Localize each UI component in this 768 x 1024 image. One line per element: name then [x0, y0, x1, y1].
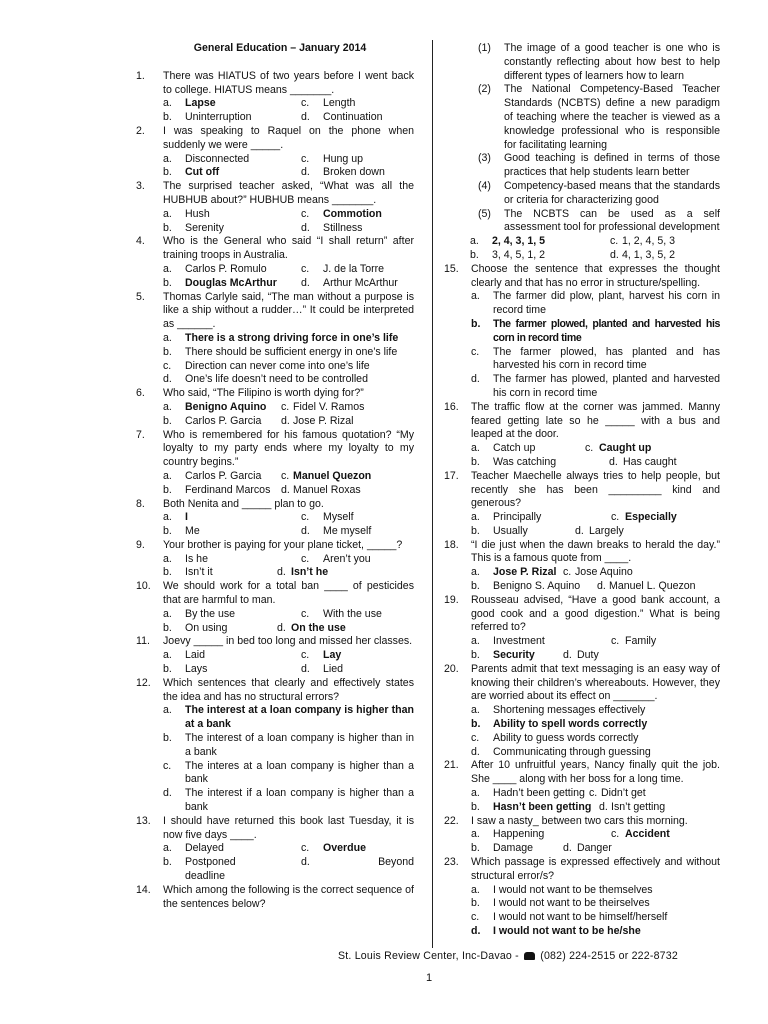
question-15: 15. Choose the sentence that expresses the thought clearly and that has no error in structure/spelling. [444, 262, 720, 289]
options-9: a. Is he c. Aren’t you b. Isn’t it d. Isn’t he [163, 553, 414, 581]
answer: There is a strong driving force in one’s life [185, 331, 399, 344]
question-13: 13. I should have returned this book last Tuesday, it is now five days ____. [136, 814, 414, 841]
question-20: 20. Parents admit that text messaging is an easy way of knowing their children’s whereabouts. However, they are worried about its effect on _______. [444, 662, 720, 703]
options-7: a. Carlos P. Garcia c. Manuel Quezon b. Ferdinand Marcos d. Manuel Roxas [163, 470, 414, 498]
answer: The farmer plowed, planted and harvested his corn in record time [493, 317, 720, 344]
options-19: a. Investment c. Family b. Security d. Duty [471, 635, 657, 662]
options-1: a. Lapse c. Length b. Uninterruption d. Continuation [163, 97, 383, 124]
answer: Lay [323, 649, 342, 662]
question-19: 19. Rousseau advised, “Have a good bank account, a good cook and a good digestion.” What is being referred to? [444, 593, 720, 634]
question-18: 18. “I die just when the dawn breaks to herald the day.” This is a famous quote from ____. [444, 538, 720, 565]
footer-center: St. Louis Review Center, Inc-Davao - [338, 950, 519, 962]
question-7: 7. Who is remembered for his famous quotation? “My loyalty to my party ends where my loyalty to my country begins.” [136, 428, 414, 469]
question-10: 10. We should work for a total ban ____ of pesticides that are harmful to man. [136, 580, 414, 607]
options-13: a. Delayed c. Overdue b. Postponed d. Beyond deadline [163, 842, 414, 883]
statement-5: (5) The NCBTS can be used as a self assessment tool for professional development [478, 207, 720, 234]
question-2: 2. I was speaking to Raquel on the phone when suddenly we were _____. [136, 124, 414, 151]
options-5: a. There is a strong driving force in one’s life b. There should be sufficient energy in one’s life c. Direction can never come into one’s life d. One’s life doesn’t need to be controlled [163, 332, 414, 387]
answer: I would not want to be he/she [493, 925, 641, 937]
options-3: a. Hush c. Commotion b. Serenity d. Stillness [163, 208, 414, 236]
answer: Accident [625, 828, 670, 841]
question-11: 11. Joevy _____ in bed too long and missed her classes. [136, 635, 413, 648]
answer: Commotion [323, 207, 382, 220]
question-6: 6. Who said, “The Filipino is worth dying for?” [136, 387, 364, 400]
options-8: a. I c. Myself b. Me d. Me myself [163, 511, 372, 538]
statement-3: (3) Good teaching is defined in terms of those practices that help students learn better [478, 152, 720, 179]
answer: Manuel Quezon [293, 469, 372, 482]
question-1: 1. There was HIATUS of two years before I went back to college. HIATUS means _______. [136, 69, 414, 96]
statement-2: (2) The National Competency-Based Teacher Standards (NCBTS) define a new paradigm of teaching where the teacher is viewed as a knowledge professional who is responsible for facilitating learning [478, 83, 720, 151]
options-15: a. The farmer did plow, plant, harvest his corn in record time b. The farmer plowed, planted and harvested his corn in record time c. The farmer plowed, has planted and has harvested his corn in record time d. The farmer has plowed, planted and harvested his corn in record time [471, 290, 720, 399]
answer: Douglas McArthur [185, 276, 277, 289]
options-10: a. By the use c. With the use b. On using d. On the use [163, 608, 414, 636]
question-12: 12. Which sentences that clearly and effectively states the idea and has no structural errors? [136, 676, 414, 703]
question-14: 14. Which among the following is the correct sequence of the sentences below? [136, 883, 414, 910]
question-5: 5. Thomas Carlyle said, “The man without a purpose is like a ship without a rudder…” It could be interpreted as ______. [136, 290, 414, 331]
question-22: 22. I saw a nasty_ between two cars this morning. [444, 814, 688, 827]
question-3: 3. The surprised teacher asked, “What was all the HUBHUB about?” HUBHUB means _______. [136, 180, 414, 206]
question-23: 23. Which passage is expressed effectively and without structural error/s? [444, 856, 720, 882]
options-4: a. Carlos P. Romulo c. J. de la Torre b. Douglas McArthur d. Arthur McArthur [163, 262, 398, 289]
left-column [136, 42, 414, 911]
page-number: 1 [426, 972, 433, 984]
answer: The interest at a loan company is higher than at a bank [185, 704, 414, 731]
question-8: 8. Both Nenita and _____ plan to go. [136, 497, 324, 510]
answer: I [185, 511, 188, 524]
options-18: a. Jose P. Rizal c. Jose Aquino b. Benigno S. Aquino d. Manuel L. Quezon [471, 566, 696, 593]
options-17: a. Principally c. Especially b. Usually d. Largely [471, 511, 720, 539]
question-21: 21. After 10 unfruitful years, Nancy finally quit the job. She ____ along with her boss for a long time. [444, 759, 720, 786]
options-23: a. I would not want to be themselves b. I would not want to be theirselves c. I would not want to be himself/herself d. I would not want to be he/she [471, 884, 720, 939]
answer: 2, 4, 3, 1, 5 [492, 235, 546, 248]
options-14: a. 2, 4, 3, 1, 5 c. 1, 2, 4, 5, 3 b. 3, 4, 5, 1, 2 d. 4, 1, 3, 5, 2 [470, 235, 676, 261]
answer: On the use [291, 621, 346, 634]
question-16: 16. The traffic flow at the corner was jammed. Manny feared getting late so he _____ with a bus and leaped at the door. [444, 400, 720, 441]
footer-phone: (082) 224-2515 or 222-8732 [540, 950, 678, 962]
question-17: 17. Teacher Maechelle always tries to help people, but recently she has been _________ kind and generous? [444, 469, 720, 510]
answer: Isn’t he [291, 566, 329, 579]
options-21: a. Hadn’t been getting c. Didn’t get b. Hasn’t been getting d. Isn’t getting [471, 787, 666, 813]
options-16: a. Catch up c. Caught up b. Was catching d. Has caught [471, 442, 720, 470]
page-title: General Education – January 2014 [193, 42, 367, 54]
options-20: a. Shortening messages effectively b. Ability to spell words correctly c. Ability to guess words correctly d. Communicating through guessing [471, 704, 720, 759]
answer: Especially [625, 511, 677, 524]
options-11: a. Laid c. Lay b. Lays d. Lied [163, 649, 414, 677]
column-divider [432, 40, 433, 948]
phone-icon [524, 952, 535, 960]
options-6: a. Benigno Aquino c. Fidel V. Ramos b. Carlos P. Garcia d. Jose P. Rizal [163, 400, 365, 427]
answer: Cut off [185, 166, 220, 179]
question-4: 4. Who is the General who said “I shall return” after training troops in Australia. [136, 235, 414, 262]
answer: Overdue [323, 842, 366, 855]
answer: Benigno Aquino [185, 400, 267, 413]
question-9: 9. Your brother is paying for your plane ticket, _____? [136, 538, 403, 551]
page-footer [338, 950, 698, 964]
answer: Lapse [185, 97, 216, 110]
options-2: a. Disconnected c. Hung up b. Cut off d. Broken down [163, 152, 385, 179]
answer: Caught up [599, 442, 652, 455]
statement-1: (1) The image of a good teacher is one who is constantly reflecting about how best to help different types of learners how to learn [478, 42, 720, 82]
options-22: a. Happening c. Accident b. Damage d. Danger [471, 828, 720, 856]
answer: Hasn’t been getting [493, 800, 592, 813]
answer: Security [493, 649, 535, 662]
statement-4: (4) Competency-based means that the standards or criteria for characterizing good [478, 179, 720, 206]
right-column [444, 42, 720, 939]
options-12: a. The interest at a loan company is higher than at a bank b. The interest of a loan company is higher than in a bank c. The interes at a loan company is higher than a bank d. The interest if a loan company is higher than a bank [163, 704, 414, 814]
answer: Ability to spell words correctly [493, 718, 648, 731]
answer: Jose P. Rizal [493, 566, 557, 579]
